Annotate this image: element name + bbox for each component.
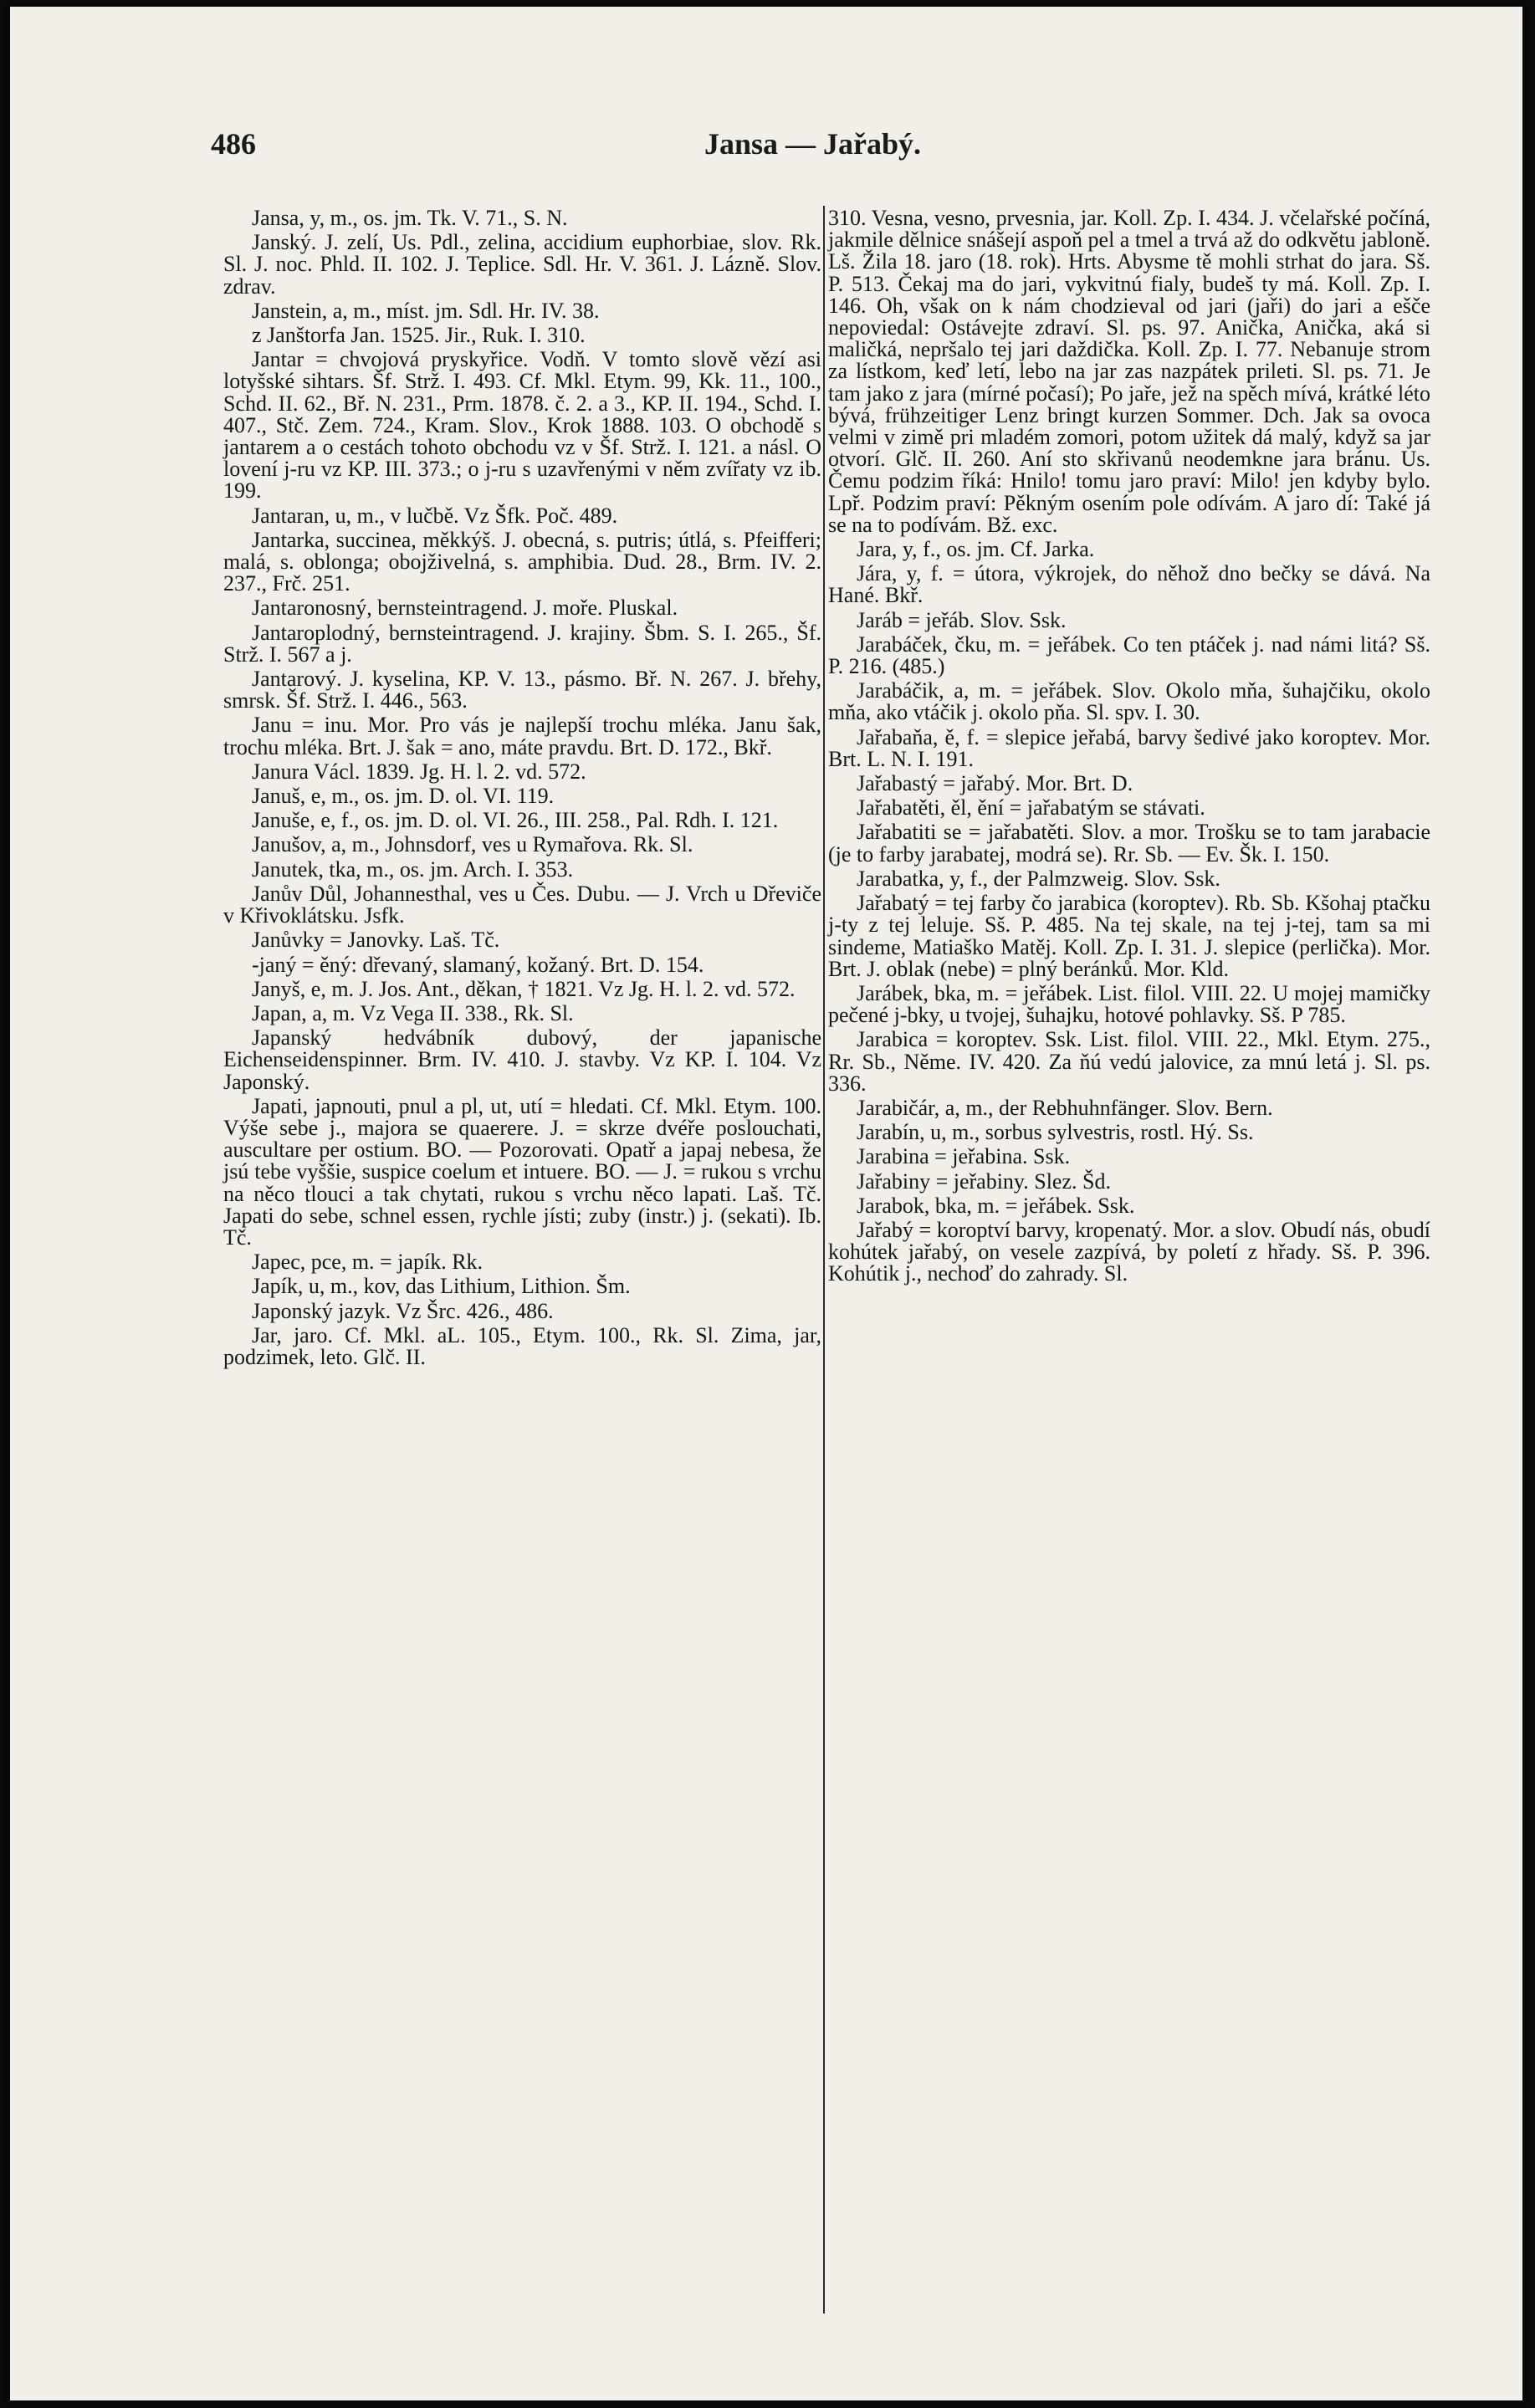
dictionary-entry: Jantaran, u, m., v lučbě. Vz Šfk. Poč. 489. — [252, 503, 618, 528]
dictionary-entry: Janův Důl, Johannesthal, ves u Čes. Dubu. — J. Vrch u Dřeviče v Křivoklátsku. Jsfk. — [223, 881, 821, 928]
dictionary-entry: Jarabica = koroptev. Ssk. List. filol. VIII. 22., Mkl. Etym. 275., Rr. Sb., Něme. IV. 420. Za ňú vedú jalovice, za mnú letá j. Sl. ps. 336. — [828, 1027, 1430, 1096]
dictionary-entry: Jařabatiti se = jařabatěti. Slov. a mor. Trošku se to tam jarabacie (je to farby jarabatej, modrá se). Rr. Sb. — Ev. Šk. I. 150. — [828, 820, 1430, 867]
dictionary-page — [10, 7, 1522, 2400]
dictionary-entry: Jantar = chvojová pryskyřice. Vodň. V tomto slově vězí asi lotyšské sihtars. Šf. Strž. I. 493. Cf. Mkl. Etym. 99, Kk. 11., 100., Schd. II. 62., Bř. N. 231., Prm. 1878. č. 2. a 3., KP. II. 194., Schd. I. 407., Stč. Zem. 724., Kram. Slov., Krok 1888. 103. O obchodě s jantarem a o cestách tohoto obchodu vz v Šf. Strž. I. 121. a násl. O lovení j-ru vz KP. III. 373.; o j-ru s uzavřenými v něm zvířaty vz ib. 199. — [223, 347, 821, 504]
dictionary-entry: Jantaroplodný, bernsteintragend. J. krajiny. Šbm. S. I. 265., Šf. Strž. I. 567 a j. — [223, 620, 821, 667]
dictionary-entry: Japan, a, m. Vz Vega II. 338., Rk. Sl. — [252, 1000, 574, 1025]
page-number: 486 — [211, 127, 256, 161]
dictionary-entry: Japati, japnouti, pnul a pl, ut, utí = hledati. Cf. Mkl. Etym. 100. Výše sebe j., majora se quaerere. J. = skrze dvéře poslouchati, auscultare per ostium. BO. — Pozorovati. Opatř a japaj nebesa, že jsú tebe vyššie, suspice coelum et intuere. BO. — J. = rukou s vrchu na něco tlouci a tak chytati, rukou s vrchu něco lapati. Laš. Tč. Japati do sebe, schnel essen, rychle jísti; zuby (instr.) j. (sekati). Ib. Tč. — [223, 1093, 821, 1250]
dictionary-entry: Jaráb = jeřáb. Slov. Ssk. — [857, 607, 1067, 632]
dictionary-entry: Jařabý = koroptví barvy, kropenatý. Mor. a slov. Obudí nás, obudí kohútek jařabý, on vesele zazpívá, by poletí z hřady. Sš. P. 396. Kohútik j., nechoď do zahrady. Sl. — [828, 1217, 1430, 1286]
dictionary-entry: Jantarový. J. kyselina, KP. V. 13., pásmo. Bř. N. 267. J. břehy, smrsk. Šf. Strž. I. 446., 563. — [223, 667, 821, 713]
dictionary-entry: Japík, u, m., kov, das Lithium, Lithion. Šm. — [252, 1274, 631, 1299]
running-title: Jansa — Jařabý. — [704, 127, 922, 161]
dictionary-entry: Jara, y, f., os. jm. Cf. Jarka. — [857, 537, 1095, 562]
dictionary-entry: Jar, jaro. Cf. Mkl. aL. 105., Etym. 100., Rk. Sl. Zima, jar, podzimek, leto. Glč. II. — [223, 1322, 821, 1369]
dictionary-entry: Jařabiny = jeřabiny. Slez. Šd. — [857, 1168, 1111, 1194]
dictionary-entry: Jarabatka, y, f., der Palmzweig. Slov. Ssk. — [857, 866, 1220, 891]
dictionary-entry: Japec, pce, m. = japík. Rk. — [252, 1250, 484, 1275]
left-column — [223, 207, 821, 1371]
dictionary-entry: Janůvky = Janovky. Laš. Tč. — [252, 928, 500, 953]
dictionary-entry: Janušov, a, m., Johnsdorf, ves u Rymařova. Rk. Sl. — [252, 832, 693, 857]
dictionary-entry: Jarabičár, a, m., der Rebhuhnfänger. Slov. Bern. — [857, 1095, 1273, 1120]
dictionary-entry: Jařabastý = jařabý. Mor. Brt. D. — [857, 771, 1133, 796]
dictionary-entry: Jarabina = jeřabina. Ssk. — [857, 1144, 1071, 1169]
dictionary-entry: Jantaronosný, bernsteintragend. J. moře. Pluskal. — [252, 596, 678, 621]
dictionary-entry: Jařabatý = tej farby čo jarabica (koroptev). Rb. Sb. Kšohaj ptačku j-ty z tej leluje. Sš. P. 485. Na tej skale, na tej j-tej, tam sa mi sindeme, Matiaško Matěj. Koll. Zp. I. 31. J. slepice (perlička). Mor. Brt. J. oblak (nebe) = plný beránků. Mor. Kld. — [828, 891, 1430, 981]
dictionary-entry: Janský. J. zelí, Us. Pdl., zelina, accidium euphorbiae, slov. Rk. Sl. J. noc. Phld. II. 102. J. Teplice. Sdl. Hr. V. 361. J. Lázně. Slov. zdrav. — [223, 230, 821, 299]
dictionary-entry: Jára, y, f. = útora, výkrojek, do něhož dno bečky se dává. Na Hané. Bkř. — [828, 561, 1430, 608]
dictionary-entry: Jarabín, u, m., sorbus sylvestris, rostl. Hý. Ss. — [857, 1120, 1254, 1145]
dictionary-entry: Jařabaňa, ě, f. = slepice jeřabá, barvy šedivé jako koroptev. Mor. Brt. L. N. I. 191. — [828, 724, 1430, 771]
dictionary-entry: Janu = inu. Mor. Pro vás je najlepší trochu mléka. Janu šak, trochu mléka. Brt. J. šak = ano, máte pravdu. Brt. D. 172., Bkř. — [223, 713, 821, 759]
dictionary-entry: Jansa, y, m., os. jm. Tk. V. 71., S. N. — [252, 206, 568, 230]
dictionary-entry: Jarábek, bka, m. = jeřábek. List. filol. VIII. 22. U mojej mamičky pečené j-bky, u tvojej, šuhajku, hotové pohlavky. Sš. P 785. — [828, 980, 1430, 1028]
dictionary-entry: Jarabok, bka, m. = jeřábek. Ssk. — [857, 1193, 1135, 1218]
dictionary-entry: Januš, e, m., os. jm. D. ol. VI. 119. — [252, 784, 555, 809]
dictionary-entry: z Janštorfa Jan. 1525. Jir., Ruk. I. 310. — [252, 323, 586, 348]
dictionary-entry: Jarabáčik, a, m. = jeřábek. Slov. Okolo mňa, šuhajčiku, okolo mňa, ako vtáčik j. okolo pňa. Sl. spv. I. 30. — [828, 678, 1430, 725]
dictionary-entry: Jantarka, succinea, měkkýš. J. obecná, s. putris; útlá, s. Pfeifferi; malá, s. oblonga; obojživelná, s. amphibia. Dud. 28., Brm. IV. 2. 237., Frč. 251. — [223, 527, 821, 596]
dictionary-entry: Jařabatěti, ěl, ění = jařabatým se stávati. — [857, 795, 1205, 821]
dictionary-entry: Japonský jazyk. Vz Šrc. 426., 486. — [252, 1298, 554, 1323]
dictionary-entry: Janutek, tka, m., os. jm. Arch. I. 353. — [252, 856, 574, 882]
page-header — [211, 126, 1482, 176]
dictionary-entry: Jarabáček, čku, m. = jeřábek. Co ten ptáček j. nad námi litá? Sš. P. 216. (485.) — [828, 631, 1430, 679]
dictionary-entry: Janyš, e, m. J. Jos. Ant., děkan, † 1821. Vz Jg. H. l. 2. vd. 572. — [252, 976, 796, 1001]
dictionary-entry: Janstein, a, m., míst. jm. Sdl. Hr. IV. 38. — [252, 298, 600, 323]
dictionary-entry-continued: 310. Vesna, vesno, prvesnia, jar. Koll. Zp. I. 434. J. včelařské počíná, jakmile dělnice snášejí aspoň pel a tmel a trvá až do odkvětu jabloně. Lš. Žila 18. jaro (18. rok). Hrts. Abysme tě mohli strhat do jara. Sš. P. 513. Čekaj ma do jari, vykvitnú fialy, budeš ty má. Koll. Zp. I. 146. Oh, však on k nám chodzieval od jari (jaři) do jari a ešče nepoviedal: Ostávejte zdraví. Sl. ps. 97. Anička, Anička, aká si maličká, nepršalo tej jari daždička. Koll. Zp. I. 77. Nebanuje strom za lístkom, keď letí, lebo na jar zas nazpátek prileti. Sl. ps. 71. Je tam jako z jara (mírné počasí); Po jaře, jež na spěch mívá, krátké léto bývá, frühzeitiger Lenz bringt kurzen Sommer. Dch. Jak sa ovoca velmi v zimě pri mladém zomori, potom užitek dá malý, když sa jar otvorí. Glč. II. 260. Aní sto skřivanů neodemkne jara bránu. Us. Čemu podzim říká: Hnilo! tomu jaro praví: Milo! jen kdyby bylo. Lpř. Podzim praví: Pěkným osením pole odívám. A jaro dí: Také já se na to podívám. Bž. exc. — [828, 206, 1430, 537]
dictionary-entry: Japanský hedvábník dubový, der japanische Eichenseidenspinner. Brm. IV. 410. J. stavby. Vz KP. I. 104. Vz Japonský. — [223, 1025, 821, 1094]
dictionary-entry: Januše, e, f., os. jm. D. ol. VI. 26., III. 258., Pal. Rdh. I. 121. — [252, 808, 779, 833]
dictionary-entry: -janý = ěný: dřevaný, slamaný, kožaný. Brt. D. 154. — [252, 952, 704, 977]
dictionary-entry: Janura Václ. 1839. Jg. H. l. 2. vd. 572. — [252, 759, 586, 784]
right-column — [828, 207, 1430, 1288]
column-divider — [823, 206, 825, 2313]
